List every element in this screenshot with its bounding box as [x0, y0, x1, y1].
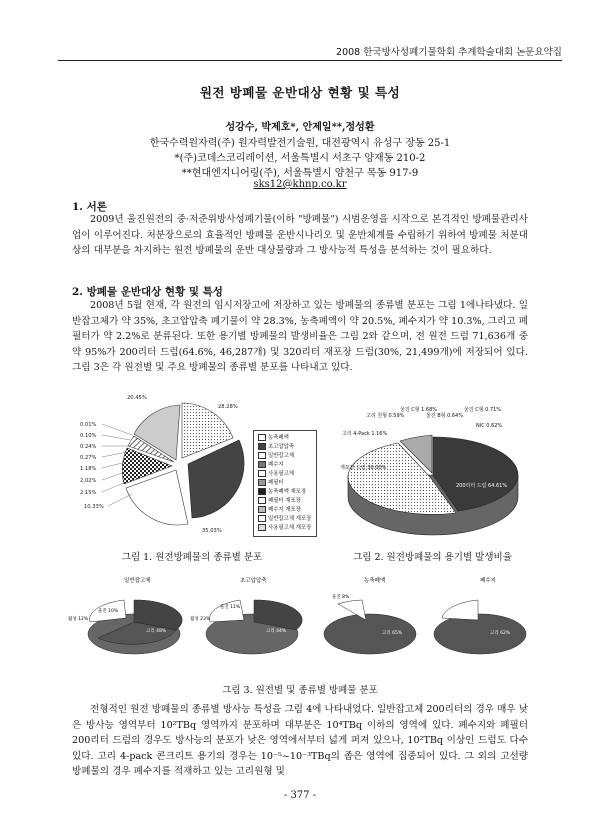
label-0-01: 0.01% — [80, 422, 97, 428]
page-number: - 377 - — [283, 790, 317, 801]
pie-concentrate — [324, 576, 416, 654]
pie-label: 고리 65% — [382, 631, 403, 636]
affiliation-3: **현대엔지니어링(주), 서울특별시 양천구 목동 917-9 — [181, 168, 419, 179]
label-uljin-c1: 울진 C형 1.68% — [400, 407, 438, 413]
legend-item: 사용필고체 — [258, 470, 312, 479]
pie-label: 월성 12% — [68, 617, 89, 622]
section-2-title: 2. 방폐물 운반대상 현황 및 특성 — [72, 286, 223, 298]
legend-item: 폐필터 재포장 — [258, 497, 312, 506]
pie-label: 울진 11% — [220, 605, 241, 610]
pie-label: 고리 62% — [490, 631, 511, 636]
author-names: 성강수, 박제호*, 안제일**,정성환 — [225, 122, 375, 133]
pie-resin — [434, 576, 526, 654]
section-1-title: 1. 서론 — [72, 201, 107, 213]
affiliation-2: *(주)코데스코리레이션, 서울특별시 서초구 양재동 210-2 — [174, 153, 426, 164]
legend-item: 사용필고체 재포장 — [258, 524, 312, 533]
legend-item: 폐수지 재포장 — [258, 506, 312, 515]
pie-label: 울진 8% — [332, 595, 350, 600]
label-uljin-c2: 울진 C형 0.71% — [464, 407, 502, 413]
legend-item: 폐필터 — [258, 479, 312, 488]
label-35-03: 35.03% — [202, 528, 222, 534]
label-nic: NIC 0.62% — [476, 423, 503, 429]
running-head: 2008 한국방사성폐기물학회 추계학술대회 논문요약집 — [336, 47, 562, 58]
pie-title: 농축폐액 — [364, 578, 386, 584]
figure-2-caption: 그림 2. 원전방폐물의 용기별 발생비율 — [353, 552, 512, 563]
pie-label: 월성 23% — [190, 617, 211, 622]
label-0-10: 0.10% — [80, 433, 97, 439]
figure-1-caption: 그림 1. 원전방폐물의 종류별 분포 — [121, 552, 263, 563]
label-2-02: 2.02% — [80, 478, 97, 484]
label-28-28: 28.28% — [218, 404, 238, 410]
paragraph: 2008년 5월 현재, 각 원전의 임시저장고에 저장하고 있는 방폐물의 종류별 분포는 그림 1에나타냈다. 일반잡고체가 약 35%, 초고압압축 폐기물이 약 28.3%, 농축폐액이 약 20.5%, 폐수지가 약 10.3%, 그리고 폐필터가 약 2.2%로 분류된다. 또한 용기별 방폐물의 발생비율은 그림 2와 같으며, 전 원전 드럼 71,636개 중 약 95%가 200리터 드럼(64.6%, 46,287개) 및 320리터 재포장 드럼(30%, 21,499개)에 저장되어 있다. 그림 3은 각 원전별 및 주요 방폐물의 종류별 분포를 나타내고 있다. — [72, 300, 528, 373]
pie-title: 초고압압축 — [240, 578, 267, 584]
legend-item: 일반잡고체 재포장 — [258, 515, 312, 524]
label-2-15: 2.15% — [80, 490, 97, 496]
paragraph: 2009년 울진원전의 중·저준위방사성폐기물(이하 "방폐물") 시범운영을 시작으로 본격적인 방폐물관리사업이 이루어진다. 처분장으로의 효율적인 방폐물 운반시나리오 및 운반체계를 수립하기 위하여 방폐물 처분대상의 대부분을 차지하는 원전 방폐물의 운반 대상물량과 그 방사능적 특성을 분석하는 것이 필요하다. — [72, 214, 528, 256]
header-rule — [58, 60, 562, 61]
legend-item: 일반잡고체 — [258, 452, 312, 461]
figure-1-legend — [253, 430, 317, 537]
label-1-18: 1.18% — [80, 466, 97, 472]
figure-2-pie — [338, 405, 528, 540]
label-kori-4pack: 고리 4-Pack 1.16% — [342, 431, 388, 437]
section-2-body-continued — [72, 702, 528, 780]
label-200l: 200리터 드럼 64.61% — [456, 483, 508, 489]
label-20-45: 20.45% — [127, 395, 147, 401]
legend-item: 농축폐액 — [258, 434, 312, 443]
legend-item: 폐수지 — [258, 461, 312, 470]
legend-item: 농축폐액 재포장 — [258, 488, 312, 497]
label-0-24: 0.24% — [80, 444, 97, 450]
pie-label: 고리 48% — [146, 629, 167, 634]
figure-2 — [338, 405, 528, 540]
affiliation-1: 한국수력원자력(주) 원자력발전기술원, 대전광역시 유성구 장동 25-1 — [149, 138, 451, 149]
pie-label: 고리 44% — [266, 629, 287, 634]
label-kori-circle: 고리 원형 0.59% — [366, 413, 405, 419]
pie-title: 일반잡고체 — [124, 578, 151, 584]
author-email[interactable]: sks12@khnp.co.kr — [253, 179, 347, 190]
legend-item: 초고압압축 — [258, 443, 312, 452]
label-uljin-b: 울진 B형 0.64% — [426, 413, 463, 419]
figure-3 — [66, 572, 536, 677]
section-1-body — [72, 212, 528, 259]
label-repack: 재포장 드럼 30.00% — [340, 465, 387, 471]
pie-title: 폐수지 — [480, 578, 496, 584]
paragraph: 전형적인 원전 방폐물의 종류별 방사능 특성을 그림 4에 나타내었다. 일반잡고체 200리터의 경우 매우 낮은 방사능 영역부터 10²TBq 영역까지 분포하며 대부분은 10⁴TBq 이하의 영역에 있다. 폐수지와 폐필터 200리터 드럼의 경우도 방사능의 분포가 낮은 영역에서부터 넓게 퍼져 있으나, 10²TBq 이상인 드럼도 다수 있다. 고리 4-pack 콘크리트 용기의 경우는 10⁻⁵~10⁻³TBq의 좁은 영역에 집중되어 있다. 그 외의 고선량 방폐물의 경우 폐수지를 적재하고 있는 고리원형 및 — [72, 704, 528, 777]
pie-dry-active-waste — [68, 576, 182, 654]
figure-3-pies — [66, 572, 536, 677]
paper-title: 원전 방폐물 운반대상 현황 및 특성 — [199, 85, 401, 100]
pie-label: 울진 10% — [98, 609, 119, 614]
label-10-33: 10.33% — [84, 504, 104, 510]
pie-supercompacted — [190, 576, 302, 654]
label-0-27: 0.27% — [80, 455, 97, 461]
section-2-body — [72, 298, 528, 376]
figure-3-caption: 그림 3. 원전별 및 종류별 방폐물 분포 — [222, 685, 378, 696]
